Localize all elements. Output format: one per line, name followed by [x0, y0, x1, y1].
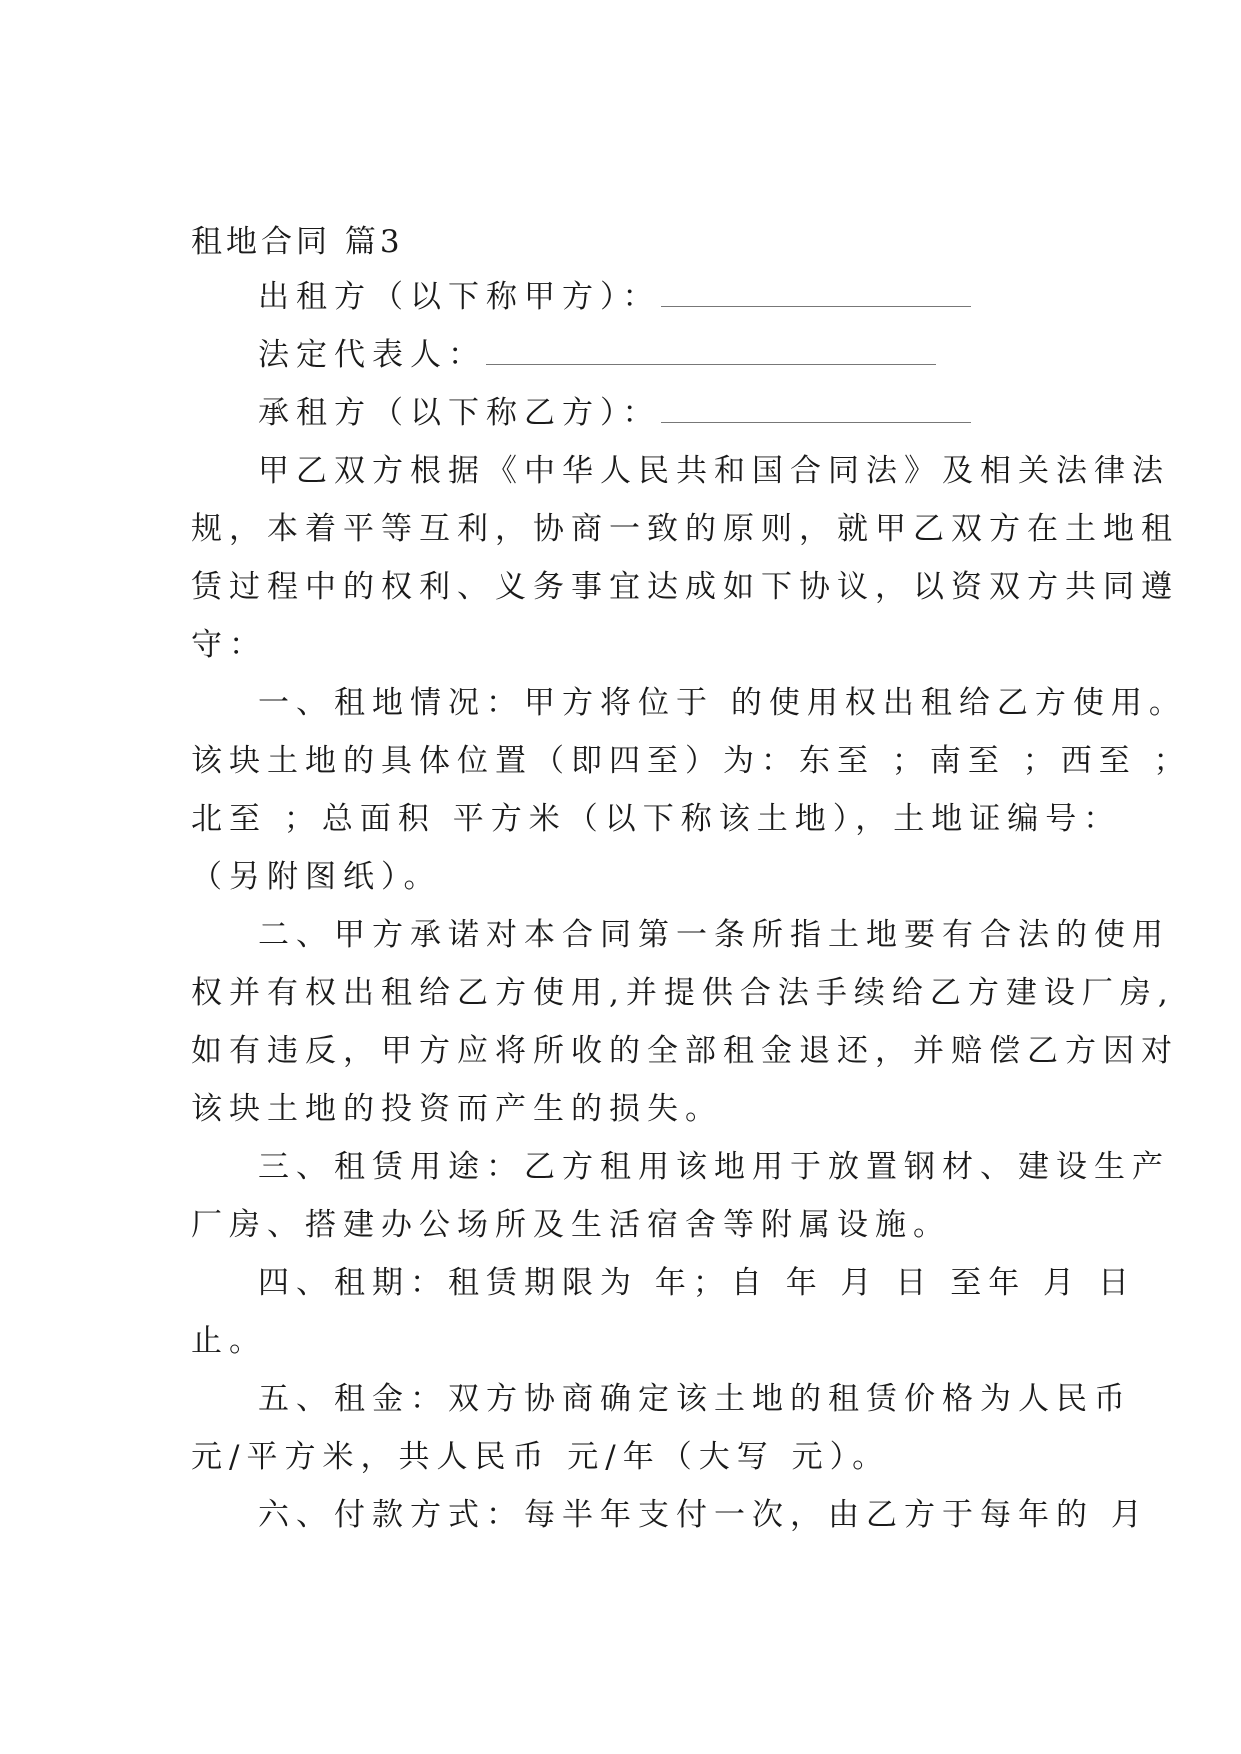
- paragraph-line: 北至 ；总面积 平方米（以下称该土地），土地证编号：: [191, 801, 1122, 837]
- paragraph-line: 权并有权出租给乙方使用,并提供合法手续给乙方建设厂房,: [191, 975, 1175, 1011]
- legal-rep-line: [258, 335, 1241, 375]
- paragraph-line: 一、租地情况：甲方将位于 的使用权出租给乙方使用。: [258, 685, 1187, 721]
- party-a-line: [258, 277, 1241, 317]
- party-b-blank: [661, 394, 971, 423]
- document-title: 租地合同 篇3: [191, 224, 404, 260]
- legal-rep-blank: [486, 336, 936, 365]
- paragraph-line: 元/平方米，共人民币 元/年（大写 元）。: [191, 1439, 891, 1475]
- paragraph-line: 厂房、搭建办公场所及生活宿舍等附属设施。: [191, 1207, 951, 1243]
- paragraph-line: 二、甲方承诺对本合同第一条所指土地要有合法的使用: [258, 917, 1170, 953]
- paragraph-line: （另附图纸）。: [191, 859, 442, 895]
- paragraph-line: 三、租赁用途：乙方租用该地用于放置钢材、建设生产: [258, 1149, 1170, 1185]
- paragraph-line: 六、付款方式：每半年支付一次，由乙方于每年的 月: [258, 1497, 1149, 1533]
- party-a-label: 出租方（以下称甲方）：: [258, 279, 661, 315]
- paragraph-line: 甲乙双方根据《中华人民共和国合同法》及相关法律法: [258, 453, 1170, 489]
- paragraph-line: 五、租金：双方协商确定该土地的租赁价格为人民币: [258, 1381, 1132, 1417]
- party-b-line: [258, 393, 1241, 433]
- paragraph-line: 该块土地的投资而产生的损失。: [191, 1091, 723, 1127]
- paragraph-line: 该块土地的具体位置（即四至）为：东至 ；南至 ；西至 ；: [191, 743, 1192, 779]
- paragraph-line: 规，本着平等互利，协商一致的原则，就甲乙双方在土地租: [191, 511, 1179, 547]
- paragraph-line: 止。: [191, 1323, 267, 1359]
- party-a-blank: [661, 278, 971, 307]
- paragraph-line: 守：: [191, 627, 267, 663]
- party-b-label: 承租方（以下称乙方）：: [258, 395, 661, 431]
- paragraph-line: 如有违反，甲方应将所收的全部租金退还，并赔偿乙方因对: [191, 1033, 1179, 1069]
- paragraph-line: 赁过程中的权利、义务事宜达成如下协议，以资双方共同遵: [191, 569, 1179, 605]
- legal-rep-label: 法定代表人：: [258, 337, 486, 373]
- paragraph-line: 四、租期：租赁期限为 年；自 年 月 日 至年 月 日: [258, 1265, 1136, 1301]
